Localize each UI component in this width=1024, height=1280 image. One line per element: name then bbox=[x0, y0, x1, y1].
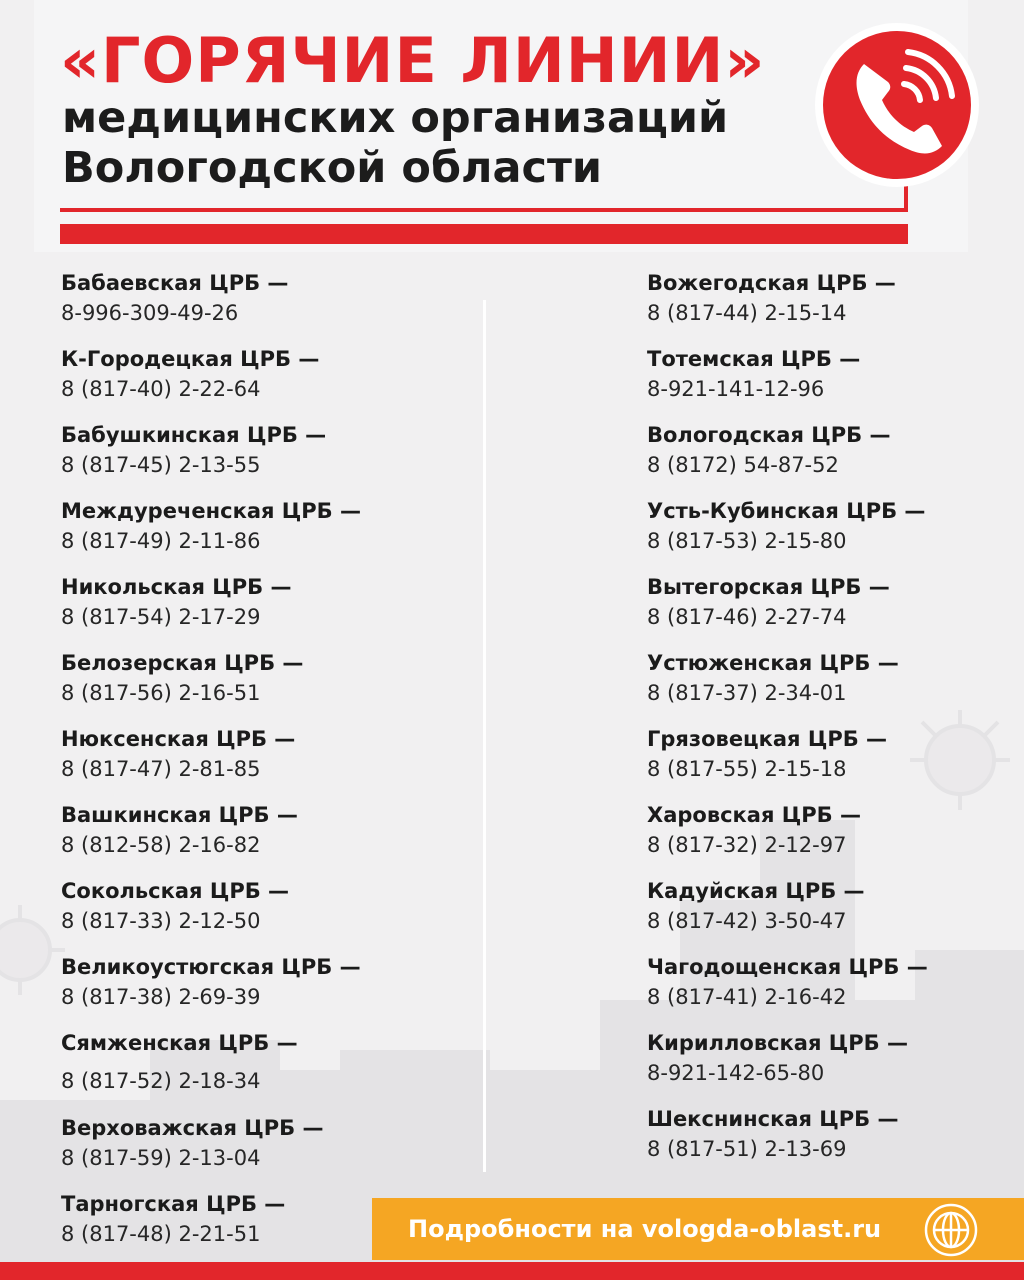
globe-icon bbox=[924, 1203, 978, 1257]
page-subtitle bbox=[62, 93, 728, 193]
list-item bbox=[647, 420, 928, 496]
hospital-name: К-Городецкая ЦРБ — bbox=[61, 347, 320, 371]
hospital-name: Шекснинская ЦРБ — bbox=[647, 1107, 899, 1131]
list-item bbox=[647, 344, 928, 420]
hospital-name: Тотемская ЦРБ — bbox=[647, 347, 861, 371]
header-divider-thin bbox=[60, 208, 908, 212]
hospital-phone: 8 (817-47) 2-81-85 bbox=[61, 757, 261, 781]
list-item bbox=[61, 800, 361, 876]
list-item bbox=[61, 1028, 361, 1113]
list-item bbox=[61, 876, 361, 952]
hospital-name: Усть-Кубинская ЦРБ — bbox=[647, 499, 926, 523]
list-item bbox=[61, 1189, 361, 1265]
hospital-phone: 8 (817-45) 2-13-55 bbox=[61, 453, 261, 477]
hospital-name: Вожегодская ЦРБ — bbox=[647, 271, 896, 295]
list-item bbox=[647, 724, 928, 800]
list-item bbox=[61, 724, 361, 800]
hospital-name: Белозерская ЦРБ — bbox=[61, 651, 304, 675]
hospital-name: Вашкинская ЦРБ — bbox=[61, 803, 298, 827]
hospital-phone: 8 (817-52) 2-18-34 bbox=[61, 1069, 261, 1093]
hospital-name: Никольская ЦРБ — bbox=[61, 575, 292, 599]
hospital-phone: 8 (817-42) 3-50-47 bbox=[647, 909, 847, 933]
hospital-phone: 8 (817-53) 2-15-80 bbox=[647, 529, 847, 553]
hospital-phone: 8 (817-46) 2-27-74 bbox=[647, 605, 847, 629]
hospital-name: Кирилловская ЦРБ — bbox=[647, 1031, 908, 1055]
hospital-phone: 8 (817-33) 2-12-50 bbox=[61, 909, 261, 933]
hospital-name: Вологодская ЦРБ — bbox=[647, 423, 891, 447]
hospital-phone: 8 (817-54) 2-17-29 bbox=[61, 605, 261, 629]
bottom-accent-strip bbox=[0, 1262, 1024, 1280]
list-item bbox=[61, 420, 361, 496]
hospital-name: Междуреченская ЦРБ — bbox=[61, 499, 361, 523]
list-item bbox=[647, 800, 928, 876]
list-item bbox=[61, 572, 361, 648]
hospital-phone: 8-996-309-49-26 bbox=[61, 301, 239, 325]
hotline-list-right bbox=[647, 268, 928, 1180]
list-item bbox=[61, 952, 361, 1028]
list-item bbox=[647, 648, 928, 724]
hospital-phone: 8 (817-38) 2-69-39 bbox=[61, 985, 261, 1009]
hospital-name: Кадуйская ЦРБ — bbox=[647, 879, 865, 903]
hospital-name: Устюженская ЦРБ — bbox=[647, 651, 899, 675]
hospital-phone: 8 (817-49) 2-11-86 bbox=[61, 529, 261, 553]
hospital-name: Чагодощенская ЦРБ — bbox=[647, 955, 928, 979]
subtitle-line-2: Вологодской области bbox=[62, 143, 603, 193]
hospital-phone: 8-921-141-12-96 bbox=[647, 377, 825, 401]
hotline-list-left bbox=[61, 268, 361, 1265]
hospital-phone: 8 (817-59) 2-13-04 bbox=[61, 1146, 261, 1170]
list-item bbox=[647, 268, 928, 344]
hospital-name: Тарногская ЦРБ — bbox=[61, 1192, 286, 1216]
list-item bbox=[647, 1104, 928, 1180]
hospital-name: Бабушкинская ЦРБ — bbox=[61, 423, 327, 447]
list-item bbox=[647, 952, 928, 1028]
hospital-name: Великоустюгская ЦРБ — bbox=[61, 955, 361, 979]
hospital-name: Нюксенская ЦРБ — bbox=[61, 727, 296, 751]
hospital-name: Харовская ЦРБ — bbox=[647, 803, 861, 827]
hospital-name: Верховажская ЦРБ — bbox=[61, 1116, 324, 1140]
hospital-phone: 8 (817-51) 2-13-69 bbox=[647, 1137, 847, 1161]
footer-link-text[interactable]: Подробности на vologda-oblast.ru bbox=[408, 1215, 882, 1243]
column-divider bbox=[483, 300, 486, 1172]
hospital-phone: 8-921-142-65-80 bbox=[647, 1061, 825, 1085]
list-item bbox=[61, 268, 361, 344]
footer-banner[interactable] bbox=[372, 1198, 1024, 1260]
page-title: «ГОРЯЧИЕ ЛИНИИ» bbox=[60, 24, 766, 97]
list-item bbox=[647, 1028, 928, 1104]
list-item bbox=[647, 876, 928, 952]
subtitle-line-1: медицинских организаций bbox=[62, 93, 729, 143]
hospital-phone: 8 (817-37) 2-34-01 bbox=[647, 681, 847, 705]
hospital-name: Сямженская ЦРБ — bbox=[61, 1031, 298, 1055]
hospital-name: Грязовецкая ЦРБ — bbox=[647, 727, 888, 751]
header-divider-thick bbox=[60, 224, 908, 244]
list-item bbox=[61, 648, 361, 724]
list-item bbox=[61, 496, 361, 572]
hospital-name: Сокольская ЦРБ — bbox=[61, 879, 290, 903]
hospital-phone: 8 (817-44) 2-15-14 bbox=[647, 301, 847, 325]
hospital-phone: 8 (817-56) 2-16-51 bbox=[61, 681, 261, 705]
list-item bbox=[647, 496, 928, 572]
hospital-phone: 8 (8172) 54-87-52 bbox=[647, 453, 839, 477]
hospital-phone: 8 (817-40) 2-22-64 bbox=[61, 377, 261, 401]
hospital-phone: 8 (812-58) 2-16-82 bbox=[61, 833, 261, 857]
hospital-phone: 8 (817-41) 2-16-42 bbox=[647, 985, 847, 1009]
hospital-phone: 8 (817-32) 2-12-97 bbox=[647, 833, 847, 857]
hospital-name: Вытегорская ЦРБ — bbox=[647, 575, 890, 599]
hospital-name: Бабаевская ЦРБ — bbox=[61, 271, 289, 295]
hospital-phone: 8 (817-48) 2-21-51 bbox=[61, 1222, 261, 1246]
phone-icon bbox=[812, 20, 982, 190]
list-item bbox=[647, 572, 928, 648]
list-item bbox=[61, 344, 361, 420]
list-item bbox=[61, 1113, 361, 1189]
hospital-phone: 8 (817-55) 2-15-18 bbox=[647, 757, 847, 781]
